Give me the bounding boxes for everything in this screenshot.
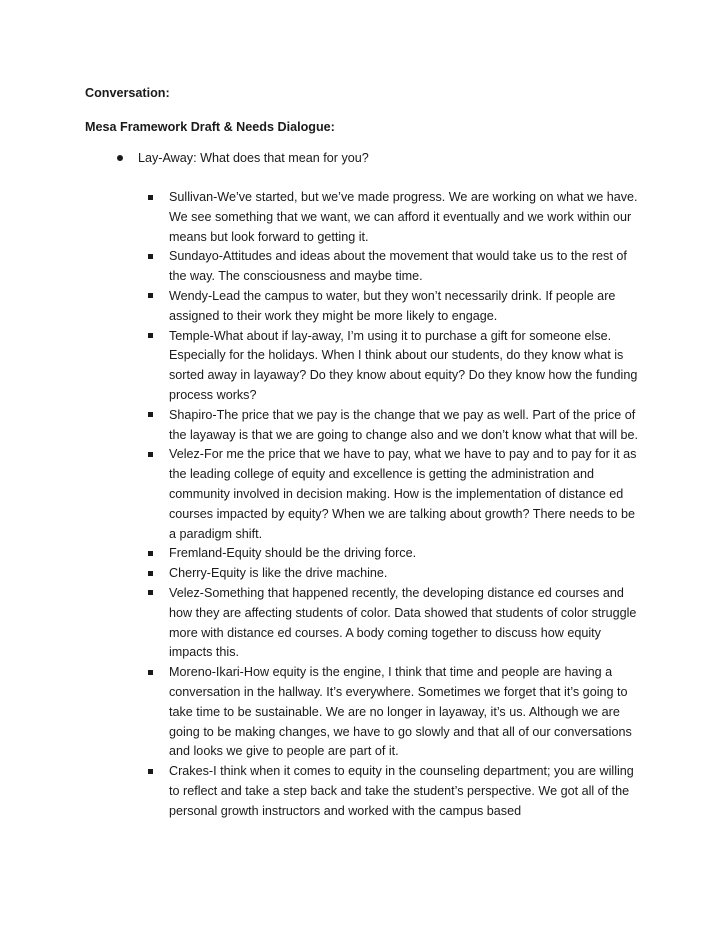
list-item <box>145 327 645 406</box>
response-text: Crakes-I think when it comes to equity in the counseling department; you are willing to reflect and take a step back and take the student’s perspective. We got all of the personal growth instructors and worked with the campus based <box>169 764 634 818</box>
square-bullet-icon <box>148 769 153 774</box>
square-bullet-icon <box>148 571 153 576</box>
response-text: Velez-For me the price that we have to pay, what we have to pay and to pay for it as the leading college of equity and excellence is getting the administration and community involved in decision making. How is the implementation of distance ed courses impacted by equity? When we are talking about growth? There needs to be a paradigm shift. <box>169 447 637 541</box>
round-bullet-icon <box>117 155 123 161</box>
square-bullet-icon <box>148 412 153 417</box>
response-text: Temple-What about if lay-away, I’m using it to purchase a gift for someone else. Especially for the holidays. When I think about our students, do they know what is sorted away in layaway? Do they know about equity? Do they know how the funding process works? <box>169 328 638 402</box>
response-text: Cherry-Equity is like the drive machine. <box>169 566 388 581</box>
list-item <box>145 663 645 762</box>
response-text: Sullivan-We’ve started, but we’ve made progress. We are working on what we have. We see something that we want, we can afford it eventually and we work within our means but look forward to getting it. <box>169 190 638 244</box>
list-item <box>145 544 645 564</box>
response-list <box>145 188 645 822</box>
response-text: Fremland-Equity should be the driving force. <box>169 546 417 561</box>
list-item <box>145 445 645 544</box>
square-bullet-icon <box>148 293 153 298</box>
document-heading: Conversation: <box>85 86 170 100</box>
list-item <box>145 584 645 663</box>
response-text: Velez-Something that happened recently, the developing distance ed courses and how they are affecting students of color. Data showed that students of color struggle more with distance ed courses. A body coming together to discuss how equity impacts this. <box>169 585 637 660</box>
response-text: Moreno-Ikari-How equity is the engine, I think that time and people are having a conversation in the hallway. It’s everywhere. Sometimes we forget that it’s going to take time to be sustainable. We are no longer in layaway, it’s us. Although we are going to be making changes, we have to go slowly and that all of our conversations and looks we give to people are part of it. <box>169 665 632 759</box>
list-item <box>145 564 645 584</box>
square-bullet-icon <box>148 254 153 259</box>
square-bullet-icon <box>148 452 153 457</box>
square-bullet-icon <box>148 195 153 200</box>
square-bullet-icon <box>148 590 153 595</box>
response-text: Shapiro-The price that we pay is the change that we pay as well. Part of the price of the layaway is that we are going to change also and we don’t know what that will be. <box>169 407 639 442</box>
document-subheading: Mesa Framework Draft & Needs Dialogue: <box>85 120 335 134</box>
response-text: Sundayo-Attitudes and ideas about the movement that would take us to the rest of the way. The consciousness and maybe time. <box>169 249 627 284</box>
response-text: Wendy-Lead the campus to water, but they won’t necessarily drink. If people are assigned to their work they might be more likely to engage. <box>169 288 616 323</box>
list-item <box>145 762 645 821</box>
square-bullet-icon <box>148 333 153 338</box>
list-item <box>145 188 645 247</box>
list-item <box>145 247 645 287</box>
list-item <box>145 406 645 446</box>
square-bullet-icon <box>148 670 153 675</box>
square-bullet-icon <box>148 551 153 556</box>
question-text: Lay-Away: What does that mean for you? <box>138 151 369 165</box>
list-item <box>145 287 645 327</box>
